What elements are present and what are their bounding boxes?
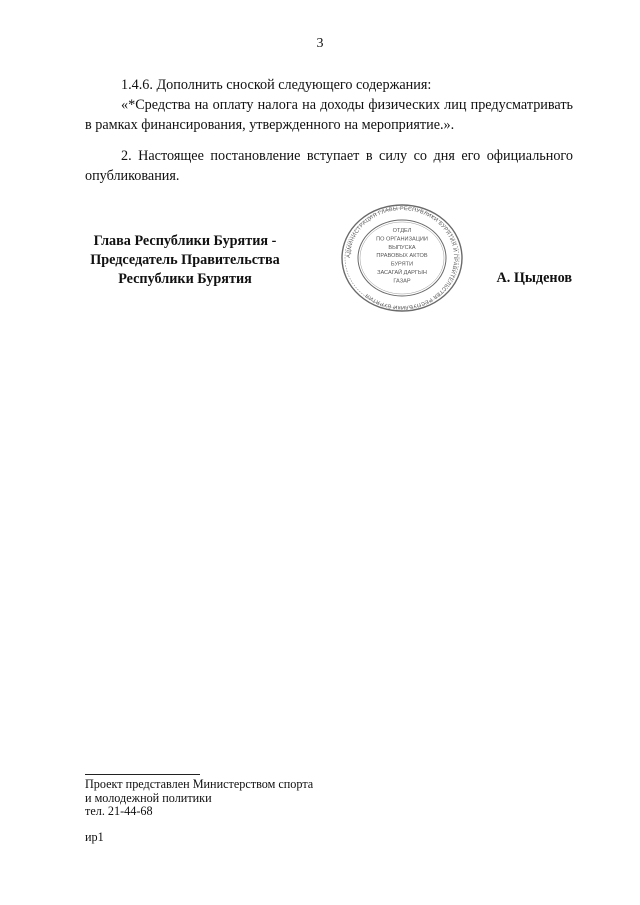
signer-name: А. Цыденов bbox=[496, 270, 572, 286]
executor-initials: ир1 bbox=[85, 830, 104, 844]
seal-inner-line: ВЫПУСКА bbox=[388, 244, 416, 251]
footnote-text-quote: «*Средства на оплату налога на доходы физических лиц предусматривать в рамках финансирования, утвержденного на мероприятие.». bbox=[85, 97, 573, 133]
effective-date-block bbox=[85, 146, 573, 186]
seal-inner-line: ПО ОРГАНИЗАЦИИ bbox=[376, 236, 428, 243]
draft-note-line-2: и молодежной политики bbox=[85, 790, 212, 805]
draft-note-line-1: Проект представлен Министерством спорта bbox=[85, 777, 314, 791]
seal-outer-text: АДМИНИСТРАЦИЯ ГЛАВЫ РЕСПУБЛИКИ БУРЯТИЯ И ПРАВИТЕЛЬСТВА РЕСПУБЛИКИ БУРЯТИЯ bbox=[345, 205, 459, 311]
seal-inner-line: БУРЯТИ bbox=[390, 261, 414, 268]
footnote-divider bbox=[85, 774, 200, 775]
signatory-title-line-1: Глава Республики Бурятия - bbox=[93, 233, 277, 249]
page-number: 3 bbox=[316, 36, 324, 51]
draft-submitted-note bbox=[85, 778, 313, 819]
signatory-title bbox=[70, 232, 300, 289]
signatory-title-line-2: Председатель Правительства bbox=[90, 252, 280, 268]
item-1-4-6: 1.4.6. Дополнить сноской следующего содержания: bbox=[121, 77, 432, 93]
seal-inner-line: ПРАВОВЫХ АКТОВ bbox=[376, 253, 428, 260]
seal-inner-line: ЗАСАГАЙ ДАРГЫН bbox=[377, 270, 427, 276]
draft-note-phone: тел. 21-44-68 bbox=[85, 804, 153, 818]
amendment-block bbox=[85, 75, 573, 135]
item-2: 2. Настоящее постановление вступает в силу со дня его официального опубликования. bbox=[85, 148, 573, 184]
seal-inner-line: ГАЗАР bbox=[393, 278, 411, 285]
seal-inner-line: ОТДЕЛ bbox=[392, 228, 412, 234]
official-seal-stamp bbox=[339, 203, 465, 313]
signatory-title-line-3: Республики Бурятия bbox=[118, 271, 252, 287]
